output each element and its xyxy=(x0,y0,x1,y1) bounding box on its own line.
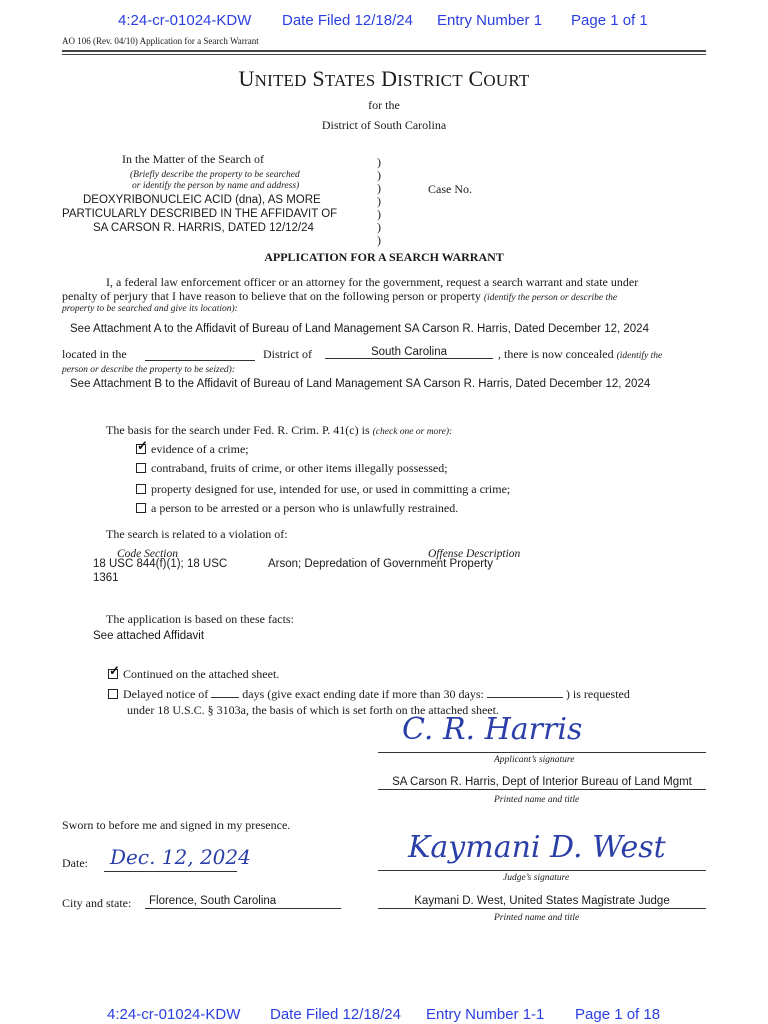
located-in-label: located in the xyxy=(62,347,127,361)
matter-label: In the Matter of the Search of xyxy=(122,152,264,166)
intro-line-3: property to be searched and give its location): xyxy=(62,304,238,314)
date-line xyxy=(104,871,237,872)
attachment-b: See Attachment B to the Affidavit of Bureau of Land Management SA Carson R. Harris, Dated December 12, 2024 xyxy=(70,378,651,390)
judge-signature-caption: Judge’s signature xyxy=(503,873,570,883)
intro-line-2: penalty of perjury that I have reason to believe that on the following person or property (identify the person or describe the xyxy=(62,289,618,303)
city-state-value: Florence, South Carolina xyxy=(145,895,341,909)
top-rule xyxy=(62,50,706,52)
application-heading: APPLICATION FOR A SEARCH WARRANT xyxy=(264,250,504,264)
judge-signature: Kaymani D. West xyxy=(408,830,666,865)
intro-line-1: I, a federal law enforcement officer or an attorney for the government, request a search warrant and state under xyxy=(106,275,639,289)
violation-intro: The search is related to a violation of: xyxy=(106,527,288,541)
basis-option-evidence[interactable]: ✓evidence of a crime; xyxy=(136,442,249,456)
header-page-count: Page 1 of 1 xyxy=(571,12,648,29)
code-section-line-1: 18 USC 844(f)(1); 18 USC xyxy=(93,558,228,570)
district-name: District of South Carolina xyxy=(321,118,447,132)
district-of-label: District of xyxy=(263,347,312,361)
matter-desc-3: SA CARSON R. HARRIS, DATED 12/12/24 xyxy=(93,222,314,234)
matter-desc-1: DEOXYRIBONUCLEIC ACID (dna), AS MORE xyxy=(83,194,321,206)
facts-intro: The application is based on these facts: xyxy=(106,612,294,626)
header-case-number: 4:24-cr-01024-KDW xyxy=(118,12,252,29)
basis-option-property[interactable]: property designed for use, intended for use, or used in committing a crime; xyxy=(136,482,510,496)
facts-value: See attached Affidavit xyxy=(93,630,205,642)
offense-description: Arson; Depredation of Government Property xyxy=(268,558,494,570)
footer-page-count: Page 1 of 18 xyxy=(575,1006,661,1023)
continued-sheet[interactable]: ✓Continued on the attached sheet. xyxy=(108,667,279,681)
district-value: South Carolina xyxy=(325,346,493,359)
evidence-checkbox[interactable] xyxy=(136,444,146,454)
delayed-notice-line-2: under 18 U.S.C. § 3103a, the basis of which is set forth on the attached sheet. xyxy=(127,703,499,717)
city-state-label: City and state: xyxy=(62,896,132,910)
applicant-signature: C. R. Harris xyxy=(402,712,583,747)
header-date-filed: Date Filed 12/18/24 xyxy=(282,12,413,29)
matter-hint-2: or identify the person by name and address) xyxy=(132,181,300,191)
matter-hint-1: (Briefly describe the property to be searched xyxy=(130,170,300,180)
judge-signature-line xyxy=(378,870,706,871)
judge-printed-name: Kaymani D. West, United States Magistrate Judge xyxy=(378,895,706,909)
basis-option-contraband[interactable]: contraband, fruits of crime, or other items illegally possessed; xyxy=(136,461,448,475)
top-rule-thin xyxy=(62,54,706,55)
person-checkbox[interactable] xyxy=(136,503,146,513)
matter-desc-2: PARTICULARLY DESCRIBED IN THE AFFIDAVIT OF xyxy=(62,208,338,220)
delayed-checkbox[interactable] xyxy=(108,689,118,699)
date-label: Date: xyxy=(62,856,88,870)
footer-case-number: 4:24-cr-01024-KDW xyxy=(107,1006,241,1023)
basis-intro: The basis for the search under Fed. R. Crim. P. 41(c) is (check one or more): xyxy=(106,423,453,437)
sworn-statement: Sworn to before me and signed in my presence. xyxy=(62,818,291,832)
located-in-blank xyxy=(145,360,255,361)
contraband-checkbox[interactable] xyxy=(136,463,146,473)
code-section-header: Code Section xyxy=(117,548,178,560)
applicant-signature-line xyxy=(378,752,706,753)
applicant-name-caption: Printed name and title xyxy=(494,795,580,805)
attachment-a: See Attachment A to the Affidavit of Bureau of Land Management SA Carson R. Harris, Dated December 12, 2024 xyxy=(70,323,649,335)
applicant-printed-name: SA Carson R. Harris, Dept of Interior Bureau of Land Mgmt xyxy=(378,776,706,790)
court-title: UNITED STATES DISTRICT COURT xyxy=(238,66,530,91)
delayed-notice[interactable]: Delayed notice of days (give exact ending date if more than 30 days: ) is requested xyxy=(108,687,630,701)
code-section-line-2: 1361 xyxy=(93,572,119,584)
footer-entry-number: Entry Number 1-1 xyxy=(426,1006,545,1023)
continued-checkbox[interactable] xyxy=(108,669,118,679)
basis-option-person[interactable]: a person to be arrested or a person who is unlawfully restrained. xyxy=(136,501,458,515)
footer-date-filed: Date Filed 12/18/24 xyxy=(270,1006,401,1023)
judge-name-caption: Printed name and title xyxy=(494,913,580,923)
concealed-label: , there is now concealed (identify the xyxy=(498,347,663,361)
matter-parens: ) ) ) ) ) ) ) xyxy=(377,155,381,247)
header-entry-number: Entry Number 1 xyxy=(437,12,543,29)
case-no-label: Case No. xyxy=(428,182,472,196)
applicant-signature-caption: Applicant’s signature xyxy=(494,755,575,765)
for-the: for the xyxy=(368,98,400,112)
form-id: AO 106 (Rev. 04/10) Application for a Search Warrant xyxy=(62,36,259,46)
date-value: Dec. 12, 2024 xyxy=(110,845,251,869)
location-hint: person or describe the property to be seized): xyxy=(62,365,235,375)
property-checkbox[interactable] xyxy=(136,484,146,494)
offense-description-header: Offense Description xyxy=(428,548,521,560)
